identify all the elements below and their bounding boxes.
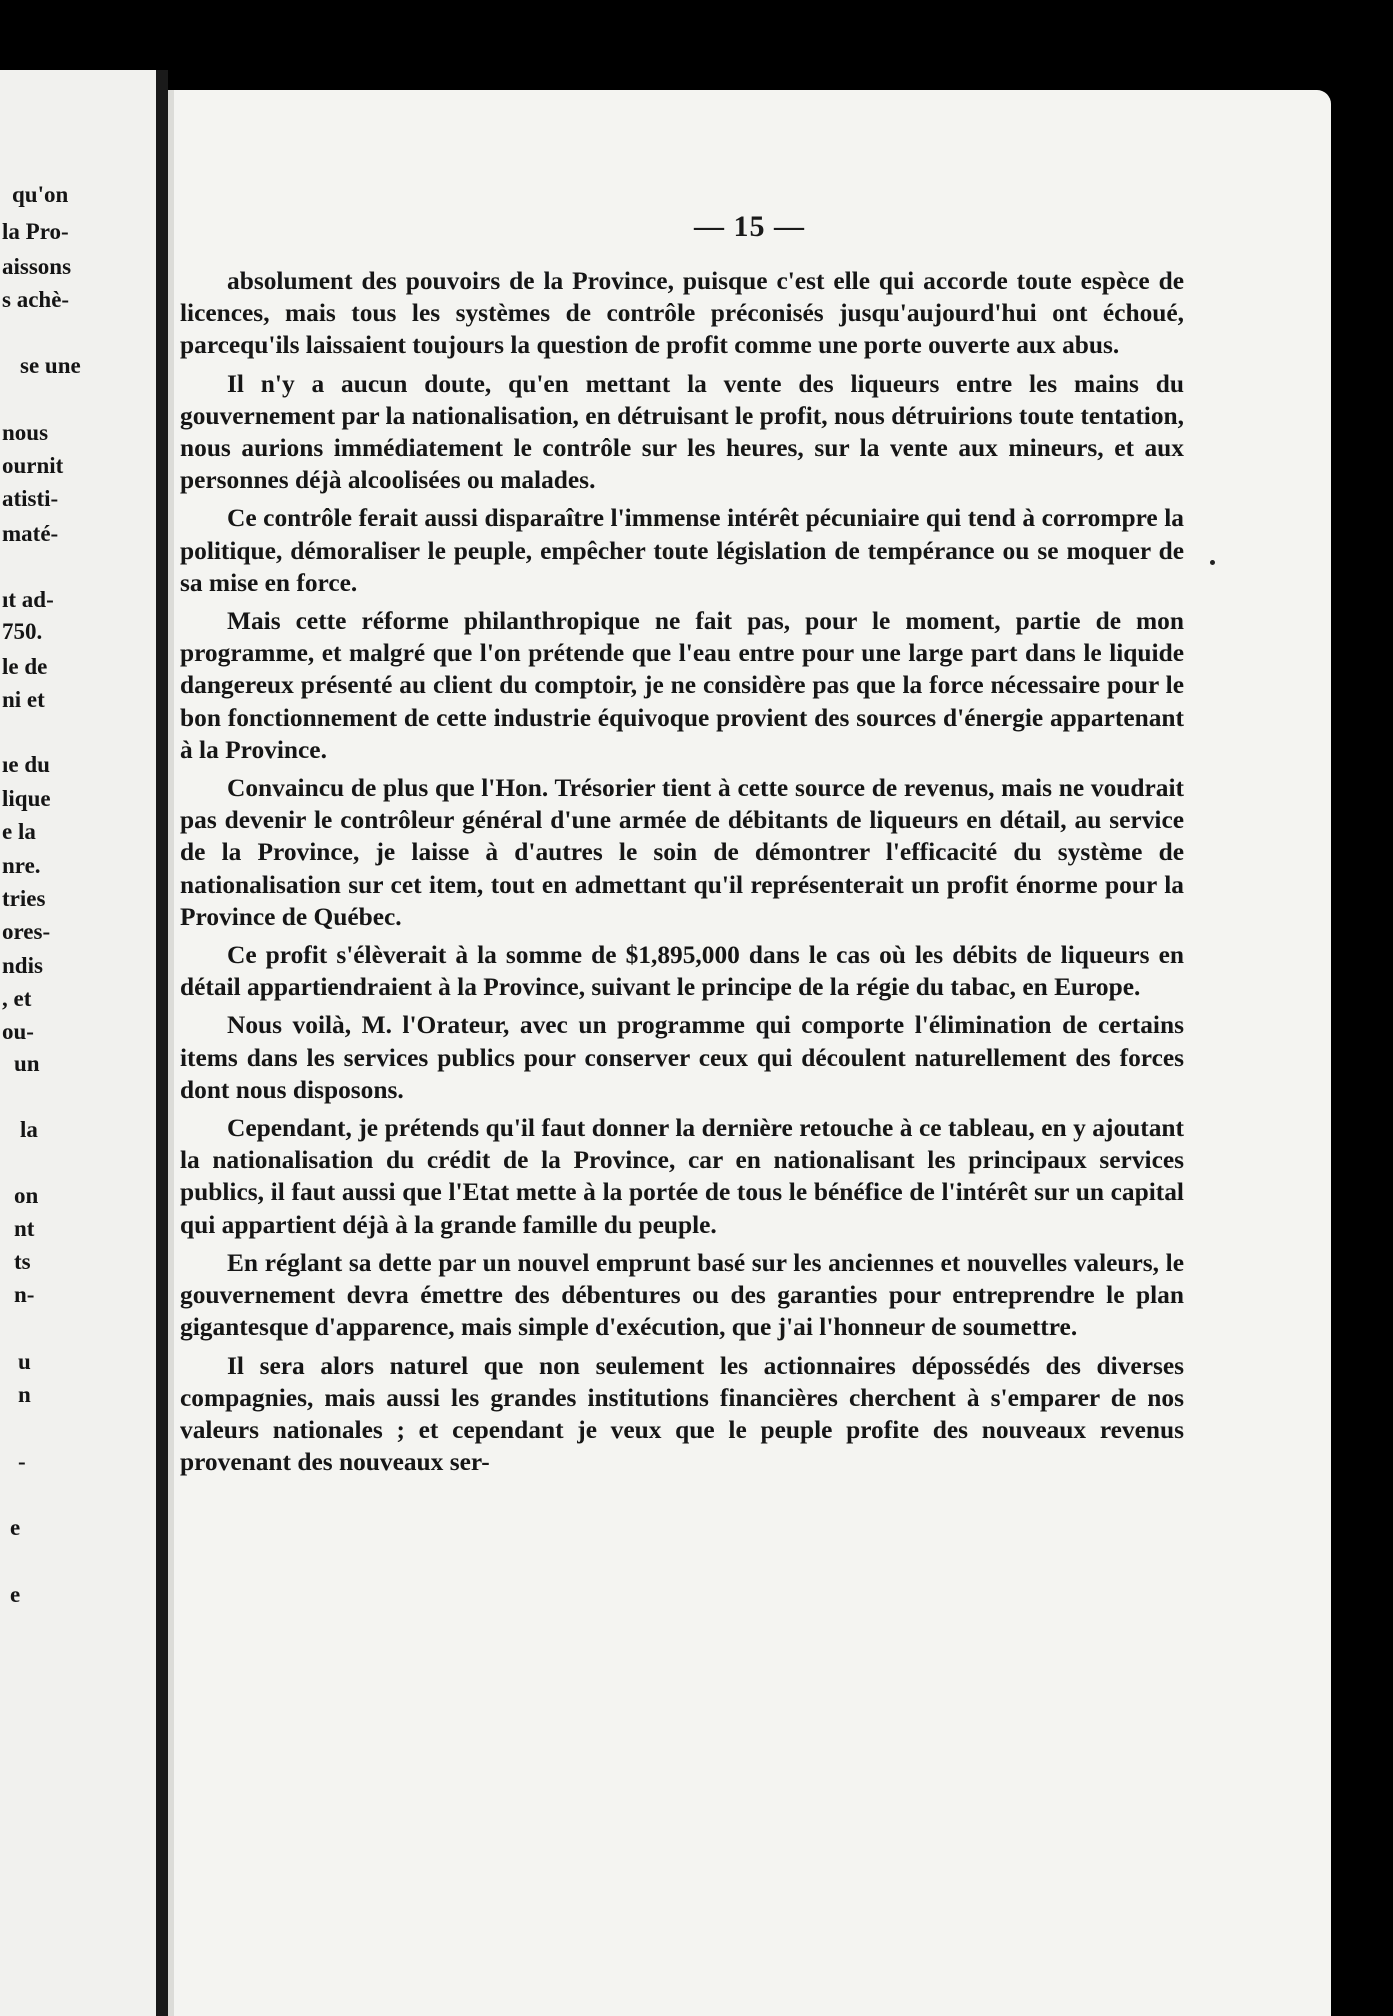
left-page-text-fragment: n- <box>14 1282 35 1307</box>
left-page-text-fragment: s achè- <box>2 287 70 312</box>
body-text <box>180 265 1184 1484</box>
left-page-text-fragment: u <box>18 1349 31 1374</box>
left-page-text-fragment: ournit <box>2 453 64 478</box>
left-page-text-fragment: la Pro- <box>2 219 69 244</box>
left-page-text-fragment: nre. <box>2 853 41 878</box>
left-page-text-fragment: 750. <box>2 619 43 644</box>
paragraph: Convaincu de plus que l'Hon. Trésorier tient à cette source de revenus, mais ne voudrait pas devenir le contrôleur général d'une armée de débitants de liqueurs en détail, au service de la Province, je laisse à d'autres le soin de démontrer l'efficacité du système de nationalisation sur cet item, tout en admettant qu'il représenterait un profit énorme pour la Province de Québec. <box>180 774 1184 931</box>
left-page-text-fragment: nt <box>14 1216 35 1241</box>
paragraph: Mais cette réforme philanthropique ne fait pas, pour le moment, partie de mon programme, et malgré que l'on prétende que l'eau entre pour une large part dans le liquide dangereux présenté au client du comptoir, je ne considère pas que la force nécessaire pour le bon fonctionnement de cette industrie équivoque provient des sources d'énergie appartenant à la Province. <box>180 607 1184 764</box>
left-page-text-fragment: e <box>10 1582 21 1607</box>
left-page-text-fragment: - <box>18 1449 26 1474</box>
ink-speck <box>1210 560 1215 565</box>
left-page-text-fragment: un <box>14 1051 40 1076</box>
paragraph: Cependant, je prétends qu'il faut donner la dernière retouche à ce tableau, en y ajoutant la nationalisation du crédit de la Province, car en nationalisant les principaux services publics, il faut aussi que l'Etat mette à la portée de tous le bénéfice de l'intérêt sur un capital qui appartient déjà à la grande famille du peuple. <box>180 1114 1184 1239</box>
left-page-text-fragment: ıe du <box>2 752 50 777</box>
paragraph: Il sera alors naturel que non seulement les actionnaires dépossédés des diverses compagnies, mais aussi les grandes institutions financières cherchent à s'emparer de nos valeurs nationales ; et cependant je veux que le peuple profite des nouveaux revenus provenant des nouveaux ser- <box>180 1351 1184 1477</box>
left-page-text-fragment: lique <box>2 786 51 811</box>
left-page-text-fragment: tries <box>2 886 46 911</box>
left-page-text-fragment: ıt ad- <box>2 587 54 612</box>
document-page <box>168 90 1331 2016</box>
left-page-text-fragment: aissons <box>2 254 72 279</box>
left-page-text-fragment: ts <box>14 1249 31 1274</box>
left-page-text-fragment: atisti- <box>2 486 59 511</box>
left-page-text-fragment: n <box>18 1382 31 1407</box>
book-gutter <box>156 70 168 2016</box>
paragraph: Ce profit s'élèverait à la somme de $1,895,000 dans le cas où les débits de liqueurs en détail appartiendraient à la Province, suivant le principe de la régie du tabac, en Europe. <box>180 941 1184 1002</box>
left-page-text-fragment: ores- <box>2 919 51 944</box>
paragraph: Nous voilà, M. l'Orateur, avec un programme qui comporte l'élimination de certains items dans les services publics pour conserver ceux qui découlent naturellement des forces dont nous disposons. <box>180 1011 1184 1104</box>
left-page-text-fragment: ou- <box>2 1019 34 1044</box>
left-page-text-fragment: se une <box>20 353 81 378</box>
paragraph: En réglant sa dette par un nouvel emprunt basé sur les anciennes et nouvelles valeurs, le gouvernement devra émettre des débentures ou des garanties pour entreprendre le plan gigantesque d'apparence, mais simple d'exécution, que j'ai l'honneur de soumettre. <box>180 1248 1184 1342</box>
left-page-text-fragment: e <box>10 1515 21 1540</box>
left-facing-page <box>0 70 162 2016</box>
left-page-text-fragment: nous <box>2 420 49 445</box>
left-page-text-fragment: ni et <box>2 687 45 712</box>
left-page-text-fragment: ndis <box>2 953 43 978</box>
left-page-text-fragment: , et <box>2 986 32 1011</box>
paragraph: absolument des pouvoirs de la Province, puisque c'est elle qui accorde toute espèce de licences, mais tous les systèmes de contrôle préconisés jusqu'aujourd'hui ont échoué, parcequ'ils laissaient toujours la question de profit comme une porte ouverte aux abus. <box>180 267 1184 360</box>
paragraph: Ce contrôle ferait aussi disparaître l'immense intérêt pécuniaire qui tend à corrompre la politique, démoraliser le peuple, empêcher toute législation de tempérance ou se moquer de sa mise en force. <box>180 504 1184 597</box>
page-number: — 15 — <box>694 210 805 243</box>
left-page-text-fragment: e la <box>2 819 36 844</box>
paragraph: Il n'y a aucun doute, qu'en mettant la vente des liqueurs entre les mains du gouvernement par la nationalisation, en détruisant le profit, nous détruirions toute tentation, nous aurions immédiatement le contrôle sur les heures, sur la vente aux mineurs, et aux personnes déjà alcoolisées ou malades. <box>180 369 1184 495</box>
left-page-text-fragment: la <box>20 1117 38 1142</box>
left-page-text-fragment: qu'on <box>12 182 69 207</box>
left-page-text-fragment: maté- <box>2 521 59 546</box>
left-page-text-fragment: on <box>14 1183 39 1208</box>
left-page-text-fragment: le de <box>2 654 48 679</box>
